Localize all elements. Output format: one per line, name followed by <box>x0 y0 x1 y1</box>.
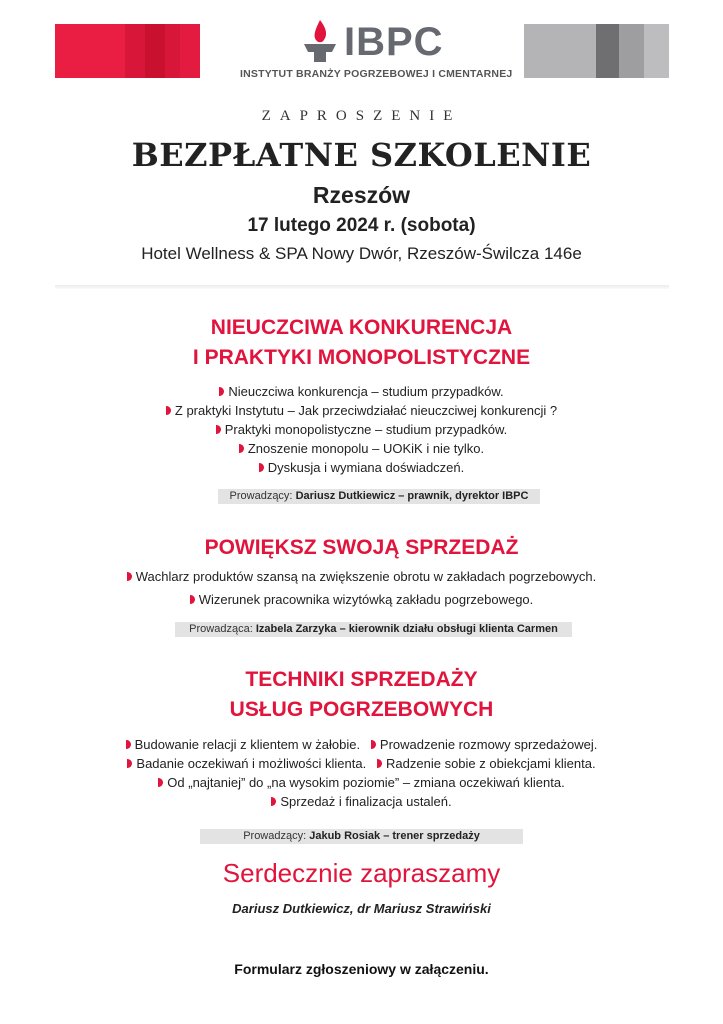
header-divider <box>55 285 669 289</box>
form-note: Formularz zgłoszeniowy w załączeniu. <box>234 961 489 977</box>
presenter-label: Prowadzący: <box>243 830 307 842</box>
presenter-name: Dariusz Dutkiewicz – prawnik, dyrektor IBPC <box>295 490 529 502</box>
torch-flame-icon <box>302 18 338 64</box>
list-item-row <box>0 773 723 792</box>
section-title <box>0 665 723 725</box>
list-item: Od „najtaniej” do „na wysokim poziomie” – zmiana oczekiwań klienta. <box>167 775 565 790</box>
gray-stripe <box>524 24 596 78</box>
welcome-text: Serdecznie zapraszamy <box>222 858 501 888</box>
logo-wordmark: IBPC <box>344 20 444 64</box>
red-decor-block <box>55 24 200 78</box>
red-stripe <box>180 24 200 78</box>
bullet-marker-icon <box>126 740 131 749</box>
gray-stripe <box>644 24 669 78</box>
list-item: Prowadzenie rozmowy sprzedażowej. <box>379 737 598 752</box>
red-stripe <box>55 24 125 78</box>
list-item: Dyskusja i wymiana doświadczeń. <box>0 458 723 477</box>
list-item: Praktyki monopolistyczne – studium przypadków. <box>0 420 723 439</box>
bullet-marker-icon <box>271 797 276 806</box>
list-item-row <box>0 754 723 773</box>
list-item: Radzenie sobie z obiekcjami klienta. <box>386 756 596 771</box>
list-item-row <box>0 735 723 754</box>
presenter-badge <box>200 829 523 844</box>
section-title <box>0 313 723 373</box>
bullet-marker-icon <box>371 740 376 749</box>
bullet-marker-icon <box>190 595 195 604</box>
list-item: Sprzedaż i finalizacja ustaleń. <box>280 794 452 809</box>
section-bullets <box>0 735 723 811</box>
red-stripe <box>125 24 145 78</box>
logo-subtitle: INSTYTUT BRANŻY POGRZEBOWEJ I CMENTARNEJ <box>240 68 513 80</box>
section-bullets <box>0 382 723 477</box>
section-title-line: USŁUG POGRZEBOWYCH <box>229 698 494 721</box>
list-item-row <box>0 792 723 811</box>
section-title-line: TECHNIKI SPRZEDAŻY <box>245 668 478 691</box>
presenter-label: Prowadząca: <box>189 623 253 635</box>
event-date: 17 lutego 2024 r. (sobota) <box>247 215 476 236</box>
bullet-marker-icon <box>166 406 171 415</box>
presenter-name: Izabela Zarzyka – kierownik działu obsługi klienta Carmen <box>255 623 558 635</box>
bullet-marker-icon <box>219 387 224 396</box>
list-item: Wachlarz produktów szansą na zwiększenie obrotu w zakładach pogrzebowych. <box>0 567 723 586</box>
list-item: Z praktyki Instytutu – Jak przeciwdziałać nieuczciwej konkurencji ? <box>0 401 723 420</box>
ibpc-logo <box>240 14 513 84</box>
event-city: Rzeszów <box>312 182 411 208</box>
red-stripe <box>145 24 165 78</box>
list-item: Nieuczciwa konkurencja – studium przypadków. <box>0 382 723 401</box>
presenter-label: Prowadzący: <box>229 490 293 502</box>
bullet-marker-icon <box>127 572 132 581</box>
list-item: Wizerunek pracownika wizytówką zakładu pogrzebowego. <box>0 590 723 609</box>
section-title-line: I PRAKTYKI MONOPOLISTYCZNE <box>192 346 531 369</box>
section-title-line: POWIĘKSZ SWOJĄ SPRZEDAŻ <box>204 536 519 559</box>
gray-decor-block <box>524 24 669 78</box>
gray-stripe <box>619 24 644 78</box>
invite-label: ZAPROSZENIE <box>261 108 462 124</box>
section-title <box>0 533 723 563</box>
bullet-marker-icon <box>216 425 221 434</box>
list-item: Badanie oczekiwań i możliwości klienta. <box>136 756 367 771</box>
presenter-badge <box>218 489 540 504</box>
presenter-name: Jakub Rosiak – trener sprzedaży <box>309 830 480 842</box>
list-item: Znoszenie monopolu – UOKiK i nie tylko. <box>0 439 723 458</box>
list-item: Budowanie relacji z klientem w żałobie. <box>134 737 361 752</box>
bullet-marker-icon <box>127 759 132 768</box>
bullet-marker-icon <box>259 463 264 472</box>
red-stripe <box>165 24 180 78</box>
signers: Dariusz Dutkiewicz, dr Mariusz Strawiński <box>232 901 491 916</box>
page-title: BEZPŁATNE SZKOLENIE <box>131 136 592 174</box>
gray-stripe <box>596 24 619 78</box>
presenter-badge <box>175 622 572 637</box>
bullet-marker-icon <box>377 759 382 768</box>
section-bullets <box>0 567 723 609</box>
section-title-line: NIEUCZCIWA KONKURENCJA <box>210 316 513 339</box>
bullet-marker-icon <box>158 778 163 787</box>
event-venue: Hotel Wellness & SPA Nowy Dwór, Rzeszów-Świlcza 146e <box>141 244 582 263</box>
bullet-marker-icon <box>239 444 244 453</box>
